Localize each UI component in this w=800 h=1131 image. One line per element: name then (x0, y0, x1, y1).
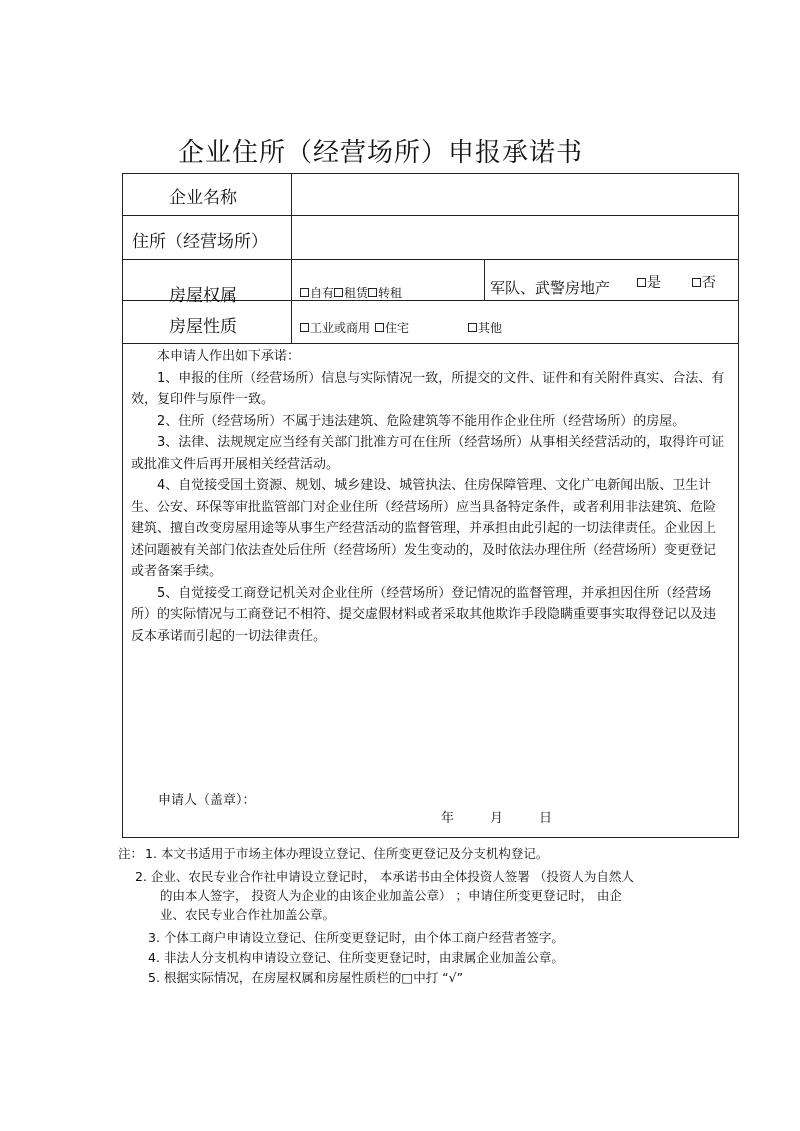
note-item (135, 867, 640, 924)
promise-intro: 本申请人作出如下承诺： (157, 349, 301, 364)
military-no-option[interactable]: 否 (692, 272, 716, 292)
ownership-label: 房屋权属 (169, 286, 237, 306)
date-month-label: 月 (490, 811, 504, 826)
nature-option-other[interactable]: 其他 (468, 319, 502, 336)
promise-section (123, 344, 738, 837)
note-item-text: 2. 企业、农民专业合作社申请设立登记时， 本承诺书由全体投资人签署 （投资人为自然人的由本人签字， 投资人为企业的由该企业加盖公章） ；申请住所变更登记时， 由企业、农民专业合作社加盖公章。 (135, 869, 634, 922)
checkbox-icon (375, 323, 384, 332)
note-item: 4. 非法人分支机构申请设立登记、住所变更登记时，由隶属企业加盖公章。 (148, 950, 564, 965)
checkbox-icon (300, 323, 309, 332)
column-divider (291, 174, 292, 343)
address-field[interactable] (293, 217, 737, 258)
checkbox-icon (637, 278, 646, 287)
promise-item: 1、申报的住所（经营场所）信息与实际情况一致，所提交的文件、证件和有关附件真实、合法、有效，复印件与原件一致。 (131, 370, 725, 407)
promise-text (131, 346, 727, 647)
checkbox-icon (300, 288, 309, 297)
promise-item: 3、法律、法规规定应当经有关部门批准方可在住所（经营场所）从事相关经营活动的，取得许可证或批准文件后再开展相关经营活动。 (131, 435, 725, 472)
application-form (122, 173, 739, 838)
signature-field[interactable] (283, 784, 483, 808)
column-divider (484, 259, 485, 300)
military-yes-option[interactable]: 是 (637, 272, 661, 292)
date-day-label: 日 (539, 811, 553, 826)
signer-label: 申请人（盖章）： (158, 793, 256, 808)
note-item: 5. 根据实际情况，在房屋权属和房屋性质栏的□中打 “√” (148, 970, 464, 985)
notes-prefix: 注： (118, 846, 144, 861)
checkbox-icon (368, 288, 377, 297)
ownership-option-sublease[interactable]: 转租 (368, 284, 402, 301)
ownership-option-own[interactable]: 自有 (300, 284, 334, 301)
date-year-label: 年 (441, 811, 455, 826)
promise-item: 2、住所（经营场所）不属于违法建筑、危险建筑等不能用作企业住所（经营场所）的房屋。 (157, 413, 686, 429)
checkbox-icon (334, 288, 343, 297)
nature-option-commercial[interactable]: 工业或商用 (300, 319, 370, 336)
checkbox-icon (692, 278, 701, 287)
address-label: 住所（经营场所） (132, 232, 268, 252)
nature-option-residential[interactable]: 住宅 (375, 319, 409, 336)
row-divider (123, 215, 738, 216)
ownership-option-lease[interactable]: 租赁 (334, 284, 368, 301)
company-name-field[interactable] (293, 175, 737, 214)
page-title: 企业住所（经营场所）申报承诺书 (178, 138, 584, 168)
row-divider (123, 259, 738, 260)
note-item: 1. 本文书适用于市场主体办理设立登记、住所变更登记及分支机构登记。 (145, 846, 549, 861)
promise-item: 5、自觉接受工商登记机关对企业住所（经营场所）登记情况的监督管理，并承担因住所（经营场所）的实际情况与工商登记不相符、提交虚假材料或者采取其他欺诈手段隐瞒重要事实取得登记以及违反本承诺而引起的一切法律责任。 (131, 585, 717, 644)
ownership-options (300, 284, 402, 301)
company-name-label: 企业名称 (169, 188, 237, 208)
checkbox-icon (468, 323, 477, 332)
nature-label: 房屋性质 (169, 317, 237, 337)
note-item: 3. 个体工商户申请设立登记、住所变更登记时，由个体工商户经营者签字。 (148, 930, 564, 945)
promise-item: 4、自觉接受国土资源、规划、城乡建设、城管执法、住房保障管理、文化广电新闻出版、卫生计生、公安、环保等审批监管部门对企业住所（经营场所）应当具备特定条件，或者利用非法建筑、危险建筑、擅自改变房屋用途等从事生产经营活动的监督管理，并承担由此引起的一切法律责任。企业因上述问题被有关部门依法查处后住所（经营场所）发生变动的，及时依法办理住所（经营场所）变更登记或者备案手续。 (131, 478, 717, 579)
military-property-label: 军队、武警房地产 (490, 279, 611, 297)
